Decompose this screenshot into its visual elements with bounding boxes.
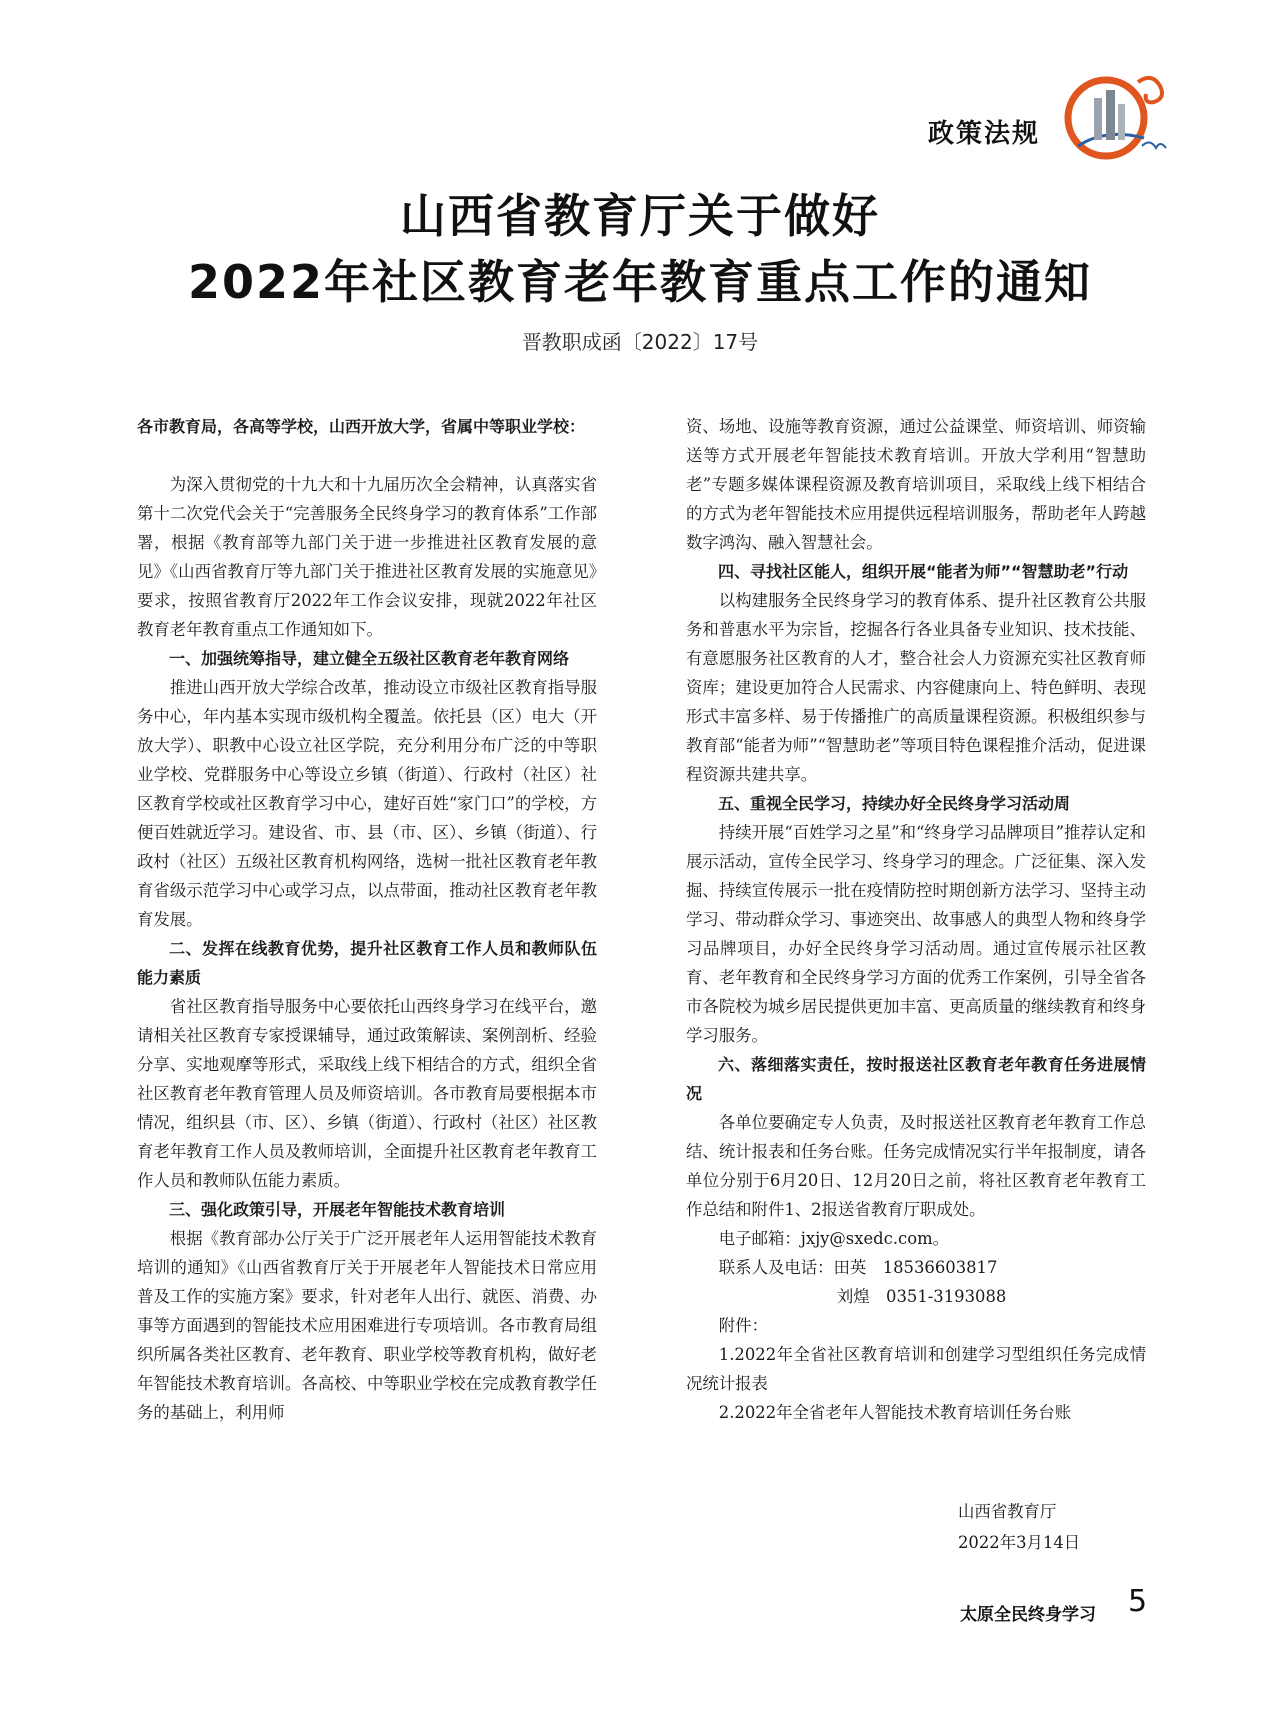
section-paragraph-3: 根据《教育部办公厅关于广泛开展老年人运用智能技术教育培训的通知》《山西省教育厅关于开展老年人智能技术日常应用普及工作的实施方案》要求，针对老年人出行、就医、消费、办事等方面遇到的智能技术应用困难进行专项培训。各市教育局组织所属各类社区教育、老年教育、职业学校等教育机构，做好老年智能技术教育培训。各高校、中等职业学校在完成教育教学任务的基础上，利用师 (137, 1229, 597, 1422)
signature-date: 2022年3月14日 (958, 1533, 1081, 1552)
section-heading-1: 一、加强统筹指导，建立健全五级社区教育老年教育网络 (169, 649, 570, 668)
section-paragraph-1: 推进山西开放大学综合改革，推动设立市级社区教育指导服务中心，年内基本实现市级机构全覆盖。依托县（区）电大（开放大学）、职教中心设立社区学院，充分利用分布广泛的中等职业学校、党群服务中心等设立乡镇（街道）、行政村（社区）社区教育学校或社区教育学习中心，建好百姓“家门口”的学校，方便百姓就近学习。建设省、市、县（市、区）、乡镇（街道）、行政村（社区）五级社区教育机构网络，选树一批社区教育老年教育省级示范学习中心或学习点，以点带面，推动社区教育老年教育发展。 (137, 678, 597, 929)
article-title-line-2: 2022年社区教育老年教育重点工作的通知 (187, 255, 1093, 309)
section-label: 政策法规 (928, 119, 1041, 149)
section-paragraph-6: 各单位要确定专人负责，及时报送社区教育老年教育工作总结、统计报表和任务台账。任务完成情况实行半年报制度，请各单位分别于6月20日、12月20日之前，将社区教育老年教育工作总结和附件1、2报送省教育厅职成处。 (686, 1113, 1146, 1219)
section-heading-2: 二、发挥在线教育优势，提升社区教育工作人员和教师队伍能力素质 (137, 939, 597, 987)
section-heading-5: 五、重视全民学习，持续办好全民终身学习活动周 (718, 794, 1071, 813)
addressee: 各市教育局，各高等学校，山西开放大学，省属中等职业学校： (137, 417, 586, 436)
section-heading-6: 六、落细落实责任，按时报送社区教育老年教育任务进展情况 (686, 1055, 1146, 1103)
signature-block (958, 1496, 1080, 1558)
attachment-2: 2.2022年全省老年人智能技术教育培训任务台账 (718, 1403, 1072, 1422)
signature-org: 山西省教育厅 (958, 1502, 1057, 1521)
footer-journal-name: 太原全民终身学习 (960, 1605, 1096, 1625)
section-paragraph-2: 省社区教育指导服务中心要依托山西终身学习在线平台，邀请相关社区教育专家授课辅导，通过政策解读、案例剖析、经验分享、实地观摩等形式，采取线上线下相结合的方式，组织全省社区教育老年教育管理人员及师资培训。各市教育局要根据本市情况，组织县（市、区）、乡镇（街道）、行政村（社区）社区教育老年教育工作人员及教师培训，全面提升社区教育老年教育工作人员和教师队伍能力素质。 (137, 997, 597, 1190)
contact-person-2: 刘煌 0351-3193088 (836, 1287, 1007, 1306)
section-heading-4: 四、寻找社区能人，组织开展“能者为师”“智慧助老”行动 (718, 562, 1129, 581)
article-title-line-1: 山西省教育厅关于做好 (400, 189, 880, 243)
document-number: 晋教职成函〔2022〕17号 (521, 330, 759, 354)
attachments-label: 附件： (718, 1316, 768, 1335)
page-number: 5 (1128, 1584, 1148, 1619)
contact-person-1: 联系人及电话：田英 18536603817 (718, 1258, 998, 1277)
section-paragraph-3-continued: 资、场地、设施等教育资源，通过公益课堂、师资培训、师资输送等方式开展老年智能技术教育培训。开放大学利用“智慧助老”专题多媒体课程资源及教育培训项目，采取线上线下相结合的方式为老年智能技术应用提供远程培训服务，帮助老年人跨越数字鸿沟、融入智慧社会。 (686, 417, 1146, 552)
journal-logo-icon (1058, 68, 1168, 160)
section-paragraph-4: 以构建服务全民终身学习的教育体系、提升社区教育公共服务和普惠水平为宗旨，挖掘各行各业具备专业知识、技术技能、有意愿服务社区教育的人才，整合社会人力资源充实社区教育师资库；建设更加符合人民需求、内容健康向上、特色鲜明、表现形式丰富多样、易于传播推广的高质量课程资源。积极组织参与教育部“能者为师”“智慧助老”等项目特色课程推介活动，促进课程资源共建共享。 (686, 591, 1146, 784)
contact-email: 电子邮箱：jxjy@sxedc.com。 (718, 1229, 950, 1248)
attachment-1: 1.2022年全省社区教育培训和创建学习型组织任务完成情况统计报表 (686, 1345, 1146, 1393)
section-heading-3: 三、强化政策引导，开展老年智能技术教育培训 (169, 1200, 506, 1219)
intro-paragraph: 为深入贯彻党的十九大和十九届历次全会精神，认真落实省第十二次党代会关于“完善服务全民终身学习的教育体系”工作部署，根据《教育部等九部门关于进一步推进社区教育发展的意见》《山西省教育厅等九部门关于推进社区教育发展的实施意见》要求，按照省教育厅2022年工作会议安排，现就2022年社区教育老年教育重点工作通知如下。 (137, 475, 597, 639)
left-column (137, 412, 597, 1427)
right-column (686, 412, 1146, 1427)
section-paragraph-5: 持续开展“百姓学习之星”和“终身学习品牌项目”推荐认定和展示活动，宣传全民学习、终身学习的理念。广泛征集、深入发掘、持续宣传展示一批在疫情防控时期创新方法学习、坚持主动学习、带动群众学习、事迹突出、故事感人的典型人物和终身学习品牌项目，办好全民终身学习活动周。通过宣传展示社区教育、老年教育和全民终身学习方面的优秀工作案例，引导全省各市各院校为城乡居民提供更加丰富、更高质量的继续教育和终身学习服务。 (686, 823, 1146, 1045)
